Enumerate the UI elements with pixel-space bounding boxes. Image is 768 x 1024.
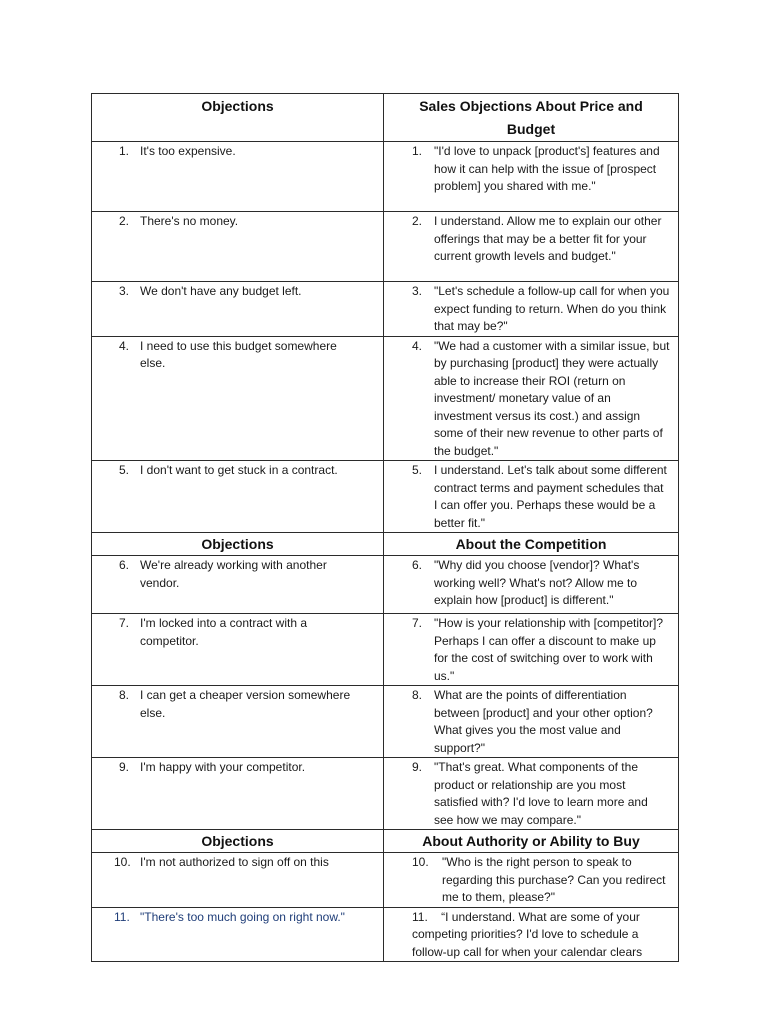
- table-row: [92, 853, 679, 908]
- response-number: 8.: [412, 688, 423, 702]
- response-text: "I'd love to unpack [product's] features and how it can help with the issue of [prospect problem] you shared with me.": [434, 144, 660, 193]
- response-text: "We had a customer with a similar issue, but by purchasing [product] they were actually able to increase their ROI (return on investment/ monetary value of an investment versus its cost.) and assign some of their new revenue to other parts of the budget.": [434, 338, 670, 458]
- objection-number: 10.: [114, 855, 131, 869]
- objections-header: Objections: [92, 830, 384, 853]
- table-row: [92, 614, 679, 686]
- table-row: [92, 461, 679, 533]
- response-text: "How is your relationship with [competitor]? Perhaps I can offer a discount to make up for the cost of switching over to work with us.": [434, 616, 664, 683]
- response-number: 9.: [412, 760, 423, 774]
- response-cell: [384, 142, 679, 212]
- objection-text: I'm happy with your competitor.: [140, 760, 306, 774]
- response-number: 10.: [412, 855, 429, 869]
- objection-cell: [92, 336, 384, 461]
- objection-cell: [92, 614, 384, 686]
- objection-text: I don't want to get stuck in a contract.: [140, 463, 338, 477]
- response-text: "Let's schedule a follow-up call for when you expect funding to return. When do you think that may be?": [434, 284, 670, 333]
- objection-cell: [92, 556, 384, 614]
- table-row: [92, 212, 679, 282]
- response-number: 1.: [412, 144, 423, 158]
- response-number: 6.: [412, 558, 423, 572]
- response-cell: [384, 212, 679, 282]
- table-row: [92, 336, 679, 461]
- table-row: [92, 142, 679, 212]
- objection-number: 5.: [119, 463, 130, 477]
- response-cell: [384, 282, 679, 337]
- response-number: 11.: [412, 909, 428, 924]
- section-header-row: [92, 94, 679, 142]
- objection-text: We're already working with another vendor.: [140, 558, 327, 590]
- response-text: "Who is the right person to speak to regarding this purchase? Can you redirect me to them, please?": [442, 855, 666, 904]
- objection-text: I'm not authorized to sign off on this: [140, 855, 329, 869]
- section-header-price-budget: Sales Objections About Price and Budget: [384, 94, 679, 142]
- response-text: What are the points of differentiation between [product] and your other option? What gives you the most value and support?": [434, 688, 653, 755]
- response-cell: [384, 853, 679, 908]
- objection-text: We don't have any budget left.: [140, 284, 302, 298]
- response-number: 7.: [412, 616, 423, 630]
- section-header-competition: About the Competition: [384, 533, 679, 556]
- objection-number: 3.: [119, 284, 130, 298]
- section-header-authority: About Authority or Ability to Buy: [384, 830, 679, 853]
- response-block: [384, 908, 678, 962]
- objection-number: 9.: [119, 760, 130, 774]
- objection-cell: [92, 461, 384, 533]
- objections-table: [91, 93, 679, 962]
- section-header-row: [92, 533, 679, 556]
- objection-text: "There's too much going on right now.": [140, 909, 345, 924]
- response-cell: [384, 556, 679, 614]
- response-number: 2.: [412, 214, 423, 228]
- section-header-row: [92, 830, 679, 853]
- table-row: [92, 907, 679, 962]
- objection-cell: [92, 686, 384, 758]
- table-row: [92, 556, 679, 614]
- response-cell: [384, 336, 679, 461]
- table-row: [92, 686, 679, 758]
- response-cell: [384, 686, 679, 758]
- objections-header: Objections: [92, 533, 384, 556]
- objection-text: It's too expensive.: [140, 144, 236, 158]
- objection-number: 2.: [119, 214, 130, 228]
- objection-text: I'm locked into a contract with a competitor.: [140, 616, 308, 648]
- response-cell: [384, 461, 679, 533]
- objection-cell: [92, 142, 384, 212]
- objection-cell: [92, 212, 384, 282]
- response-text: “I understand. What are some of your competing priorities? I'd love to schedule a follow-up call for when your calendar clears: [412, 909, 643, 959]
- objections-header: Objections: [92, 94, 384, 142]
- objection-cell: [92, 282, 384, 337]
- table-row: [92, 282, 679, 337]
- objection-text: I need to use this budget somewhere else.: [140, 338, 337, 370]
- response-cell: [384, 758, 679, 830]
- objection-cell: [92, 758, 384, 830]
- table-row: [92, 758, 679, 830]
- response-text: I understand. Let's talk about some different contract terms and payment schedules that I can offer you. Perhaps these would be a better fit.": [434, 463, 667, 530]
- objection-number: 4.: [119, 338, 130, 353]
- response-text: I understand. Allow me to explain our other offerings that may be a better fit for your current growth levels and budget.": [434, 214, 662, 263]
- objection-number: 11.: [114, 909, 130, 924]
- response-number: 5.: [412, 463, 423, 477]
- response-cell: [384, 614, 679, 686]
- objection-number: 1.: [119, 144, 130, 158]
- response-text: "That's great. What components of the product or relationship are you most satisfied with? I'd love to learn more and see how we may compare.": [434, 760, 648, 827]
- objection-cell: [92, 907, 384, 962]
- objection-text: There's no money.: [140, 214, 239, 228]
- response-text: "Why did you choose [vendor]? What's working well? What's not? Allow me to explain how [product] is different.": [434, 558, 640, 607]
- objection-cell: [92, 853, 384, 908]
- response-number: 3.: [412, 284, 423, 298]
- objection-number: 8.: [119, 688, 130, 702]
- objection-number: 6.: [119, 558, 130, 572]
- objection-text: I can get a cheaper version somewhere else.: [140, 688, 351, 720]
- objection-number: 7.: [119, 616, 130, 630]
- response-number: 4.: [412, 338, 423, 353]
- response-cell: [384, 907, 679, 962]
